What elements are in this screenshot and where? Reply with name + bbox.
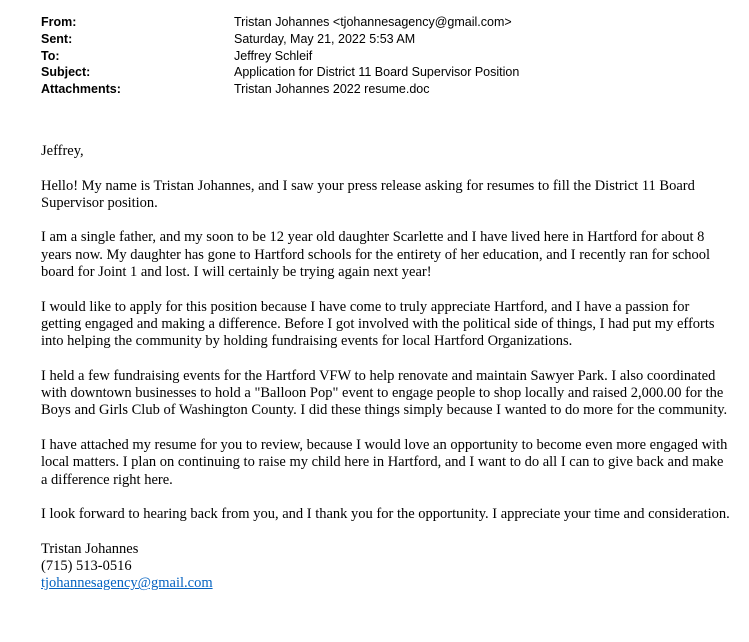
email-body bbox=[41, 143, 731, 593]
body-paragraph: I have attached my resume for you to review, because I would love an opportunity to become even more engaged with local matters. I plan on continuing to raise my child here in Hartford, and I want to do all I can to give back and make a difference right here. bbox=[41, 437, 728, 488]
attachment-file[interactable]: Tristan Johannes 2022 resume.doc bbox=[234, 82, 430, 97]
body-paragraph: I look forward to hearing back from you, and I thank you for the opportunity. I appreciate your time and consideration. bbox=[41, 506, 730, 523]
signature-name: Tristan Johannes bbox=[41, 540, 139, 557]
body-paragraph: Hello! My name is Tristan Johannes, and I saw your press release asking for resumes to fill the District 11 Board Supervisor position. bbox=[41, 177, 695, 211]
subject-label: Subject: bbox=[41, 65, 91, 80]
attachments-row bbox=[41, 81, 519, 98]
from-row bbox=[41, 14, 519, 31]
sent-row bbox=[41, 31, 519, 48]
body-paragraph: I held a few fundraising events for the Hartford VFW to help renovate and maintain Sawyer Park. I also coordinated with downtown businesses to hold a "Balloon Pop" event to engage people to shop locally and raised 2,000.00 for the Boys and Girls Club of Washington County. I did these things simply because I wanted to do more for the community. bbox=[41, 367, 728, 419]
greeting: Jeffrey, bbox=[41, 143, 84, 159]
sent-value: Saturday, May 21, 2022 5:53 AM bbox=[234, 31, 416, 46]
from-label: From: bbox=[41, 15, 77, 29]
attachments-label: Attachments: bbox=[41, 82, 121, 97]
to-value: Jeffrey Schleif bbox=[234, 48, 313, 63]
signature-phone: (715) 513-0516 bbox=[41, 558, 132, 575]
to-label: To: bbox=[41, 48, 60, 63]
subject-value: Application for District 11 Board Supervisor Position bbox=[234, 65, 520, 80]
email-header bbox=[41, 14, 519, 98]
signature-email-link[interactable]: tjohannesagency@gmail.com bbox=[41, 575, 213, 592]
subject-row bbox=[41, 64, 519, 81]
from-value: Tristan Johannes <tjohannesagency@gmail.com> bbox=[234, 15, 512, 29]
sent-label: Sent: bbox=[41, 31, 73, 46]
body-paragraph: I would like to apply for this position because I have come to truly appreciate Hartford, and I have a passion for getting engaged and making a difference. Before I got involved with the political side of things, I had put my efforts into helping the community by holding fundraising events for local Hartford Organizations. bbox=[41, 298, 715, 350]
signature bbox=[41, 541, 731, 593]
to-row bbox=[41, 48, 519, 65]
body-paragraph: I am a single father, and my soon to be 12 year old daughter Scarlette and I have lived here in Hartford for about 8 years now. My daughter has gone to Hartford schools for the entirety of her education, and I recently ran for school board for Joint 1 and lost. I will certainly be trying again next year! bbox=[41, 229, 711, 281]
